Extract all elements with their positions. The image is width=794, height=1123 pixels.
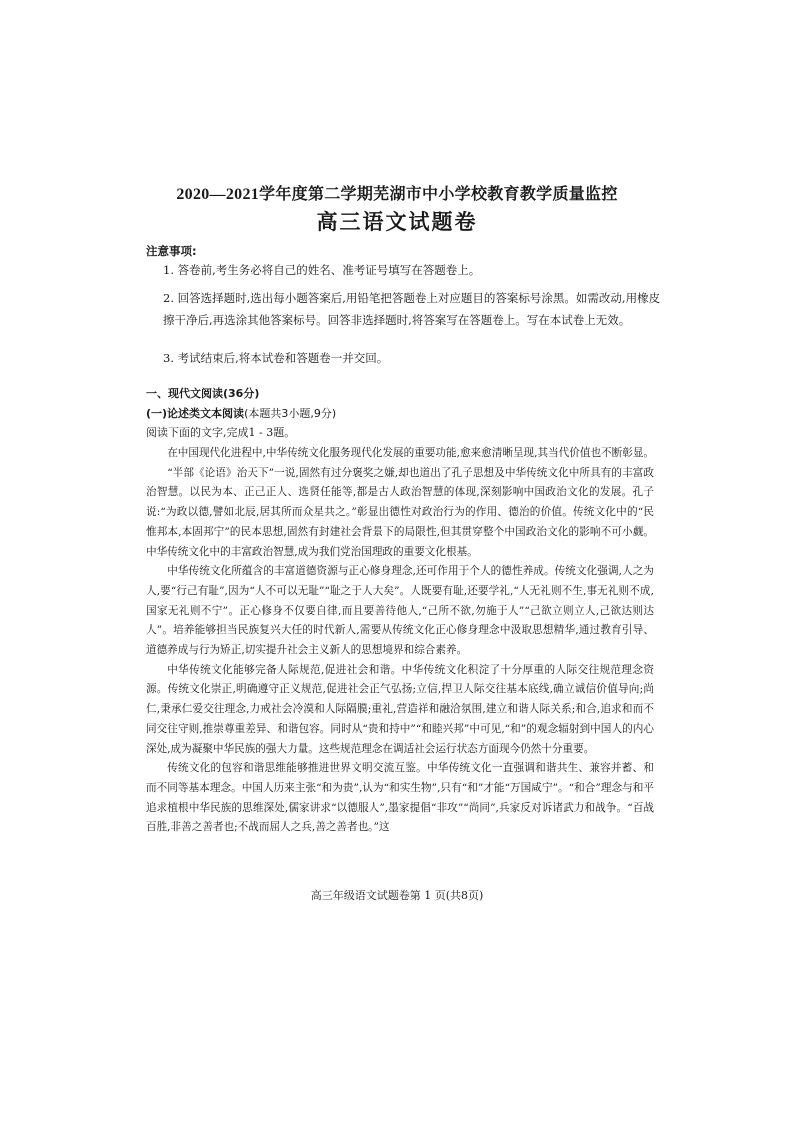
- part-title: 一、现代文阅读(36分): [146, 387, 260, 400]
- exam-title: 2020—2021学年度第二学期芜湖市中小学校教育教学质量监控: [176, 186, 618, 203]
- reading-instruction: 阅读下面的文字,完成1 - 3题。: [146, 426, 296, 439]
- passage-paragraph: “半部《论语》治天下”一说,固然有过分褒奖之嫌,却也道出了孔子思想及中华传统文化中所具有的丰富政治智慧。以民为本、正己正人、选贤任能等,都是古人政治智慧的体现,深刻影响中国政治文化的发展。孔子说:“为政以德,譬如北辰,居其所而众星共之。”彰显出德性对政治行为的作用、德治的价值。传统文化中的“民惟邦本,本固邦宁”的民本思想,固然有封建社会背景下的局限性,但其贯穿整个中国政治文化的影响不可小觑。中华传统文化中的丰富政治智慧,成为我们党治国理政的重要文化根基。: [146, 466, 654, 558]
- notice-heading: 注意事项:: [146, 244, 197, 258]
- paper-title: 高三语文试题卷: [316, 210, 478, 234]
- reading-passage: [146, 444, 654, 838]
- sub-section-title: [146, 405, 336, 421]
- sub-section-title-bold: (一)论述类文本阅读: [146, 407, 245, 420]
- notice-item-2: 2. 回答选择题时,选出每小题答案后,用铅笔把答题卷上对应题目的答案标号涂黑。如需改动,用橡皮擦干净后,再选涂其他答案标号。回答非选择题时,将答案写在答题卷上。写在本试卷上无效。: [163, 291, 661, 327]
- sub-section-title-rest: (本题共3小题,9分): [244, 407, 337, 420]
- passage-paragraph: 中华传统文化能够完备人际规范,促进社会和谐。中华传统文化积淀了十分厚重的人际交往规范理念资源。传统文化崇正,明确遵守正义规范,促进社会正气弘扬;立信,捍卫人际交往基本底线,确立诚信价值导向;尚仁,秉承仁爱交往理念,力戒社会冷漠和人际隔膜;重礼,营造祥和融洽氛围,建立和谐人际关系;和合,追求和而不同交往守则,推崇尊重差异、和谐包容。同时从“贵和持中”“和睦兴邦”中可见,“和”的观念辐射到中国人的内心深处,成为凝聚中华民族的强大力量。这些规范理念在调适社会运行状态方面现今仍然十分重要。: [146, 663, 654, 755]
- page-footer: 高三年级语文试题卷第 1 页(共8页): [310, 889, 484, 902]
- passage-paragraph: 传统文化的包容和谐思维能够推进世界文明交流互鉴。中华传统文化一直强调和谐共生、兼容并蓄、和而不同等基本理念。中国人历来主张“和为贵”,认为“和实生物”,只有“和”才能“万国咸宁”。“和合”理念与和平追求植根中华民族的思维深处,儒家讲求“以德服人”,墨家提倡“非攻”“尚同”,兵家反对诉诸武力和战争。“百战百胜,非善之善者也;不战而屈人之兵,善之善者也。”这: [146, 762, 654, 834]
- notice-item-1: 1. 答卷前,考生务必将自己的姓名、准考证号填写在答题卷上。: [163, 263, 481, 277]
- passage-paragraph: 在中国现代化进程中,中华传统文化服务现代化发展的重要功能,愈来愈清晰呈现,其当代价值也不断彰显。: [167, 447, 655, 459]
- passage-paragraph: 中华传统文化所蕴含的丰富道德资源与正心修身理念,还可作用于个人的德性养成。传统文化强调,人之为人,要“行己有耻”,因为“人不可以无耻”“耻之于人大矣”。人既要有耻,还要学礼,“人无礼则不生,事无礼则不成,国家无礼则不宁”。正心修身不仅要自律,而且要善待他人,“己所不欲,勿施于人”“己欲立则立人,己欲达则达人”。培养能够担当民族复兴大任的时代新人,需要从传统文化正心修身理念中汲取思想精华,通过教育引导、道德养成与行为矫正,切实提升社会主义新人的思想境界和综合素养。: [146, 565, 654, 657]
- notice-item-3: 3. 考试结束后,将本试卷和答题卷一并交回。: [163, 351, 389, 365]
